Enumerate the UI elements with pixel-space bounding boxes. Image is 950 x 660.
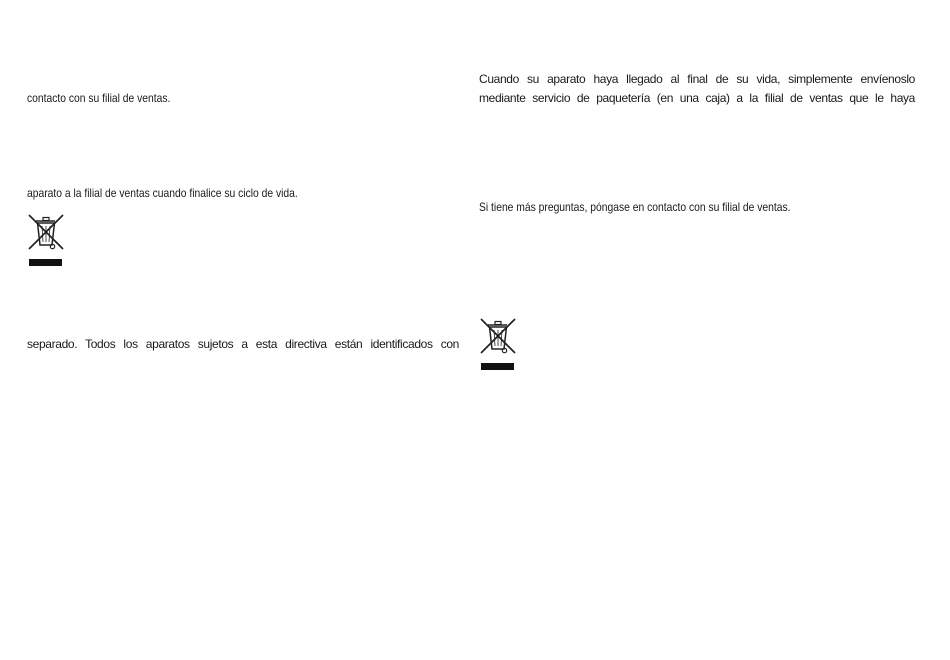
crossed-out-wheelie-bin-icon [26, 212, 66, 268]
right-text-line-2 [479, 91, 915, 105]
right-text-line-3: Si tiene más preguntas, póngase en contacto con su filial de ventas. [479, 200, 791, 214]
right-text-line-2-content: mediante servicio de paquetería (en una caja) a la filial de ventas que le haya [479, 91, 915, 105]
left-text-line-3 [27, 337, 459, 351]
right-text-line-1-content: Cuando su aparato haya llegado al final de su vida, simplemente envíenoslo [479, 72, 915, 86]
left-text-line-3-content: separado. Todos los aparatos sujetos a esta directiva están identificados con [27, 337, 459, 351]
weee-recycling-icon [26, 212, 66, 268]
left-text-line-1: contacto con su filial de ventas. [27, 91, 171, 105]
right-text-line-1 [479, 72, 915, 86]
crossed-out-wheelie-bin-icon [478, 316, 518, 372]
weee-recycling-icon-right [478, 316, 518, 372]
right-page [475, 0, 950, 660]
left-text-line-2: aparato a la filial de ventas cuando finalice su ciclo de vida. [27, 186, 298, 200]
